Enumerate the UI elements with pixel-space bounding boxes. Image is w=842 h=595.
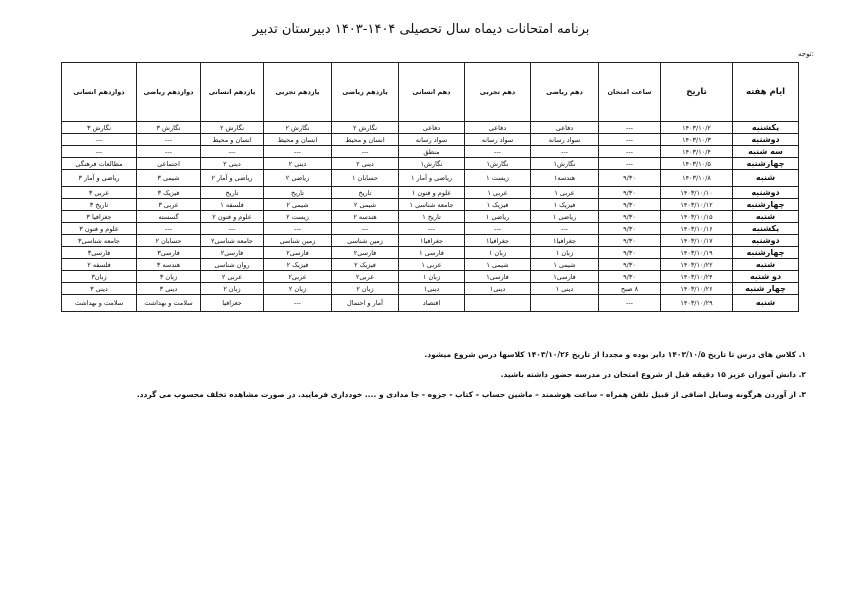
cell-time: ۹/۳۰ xyxy=(599,259,661,271)
cell-date: ۱۴۰۳/۱۰/۲۴ xyxy=(661,271,733,283)
cell-grade11-science: دینی ۲ xyxy=(264,158,332,170)
cell-grade11-science: زیست ۲ xyxy=(264,211,332,223)
cell-grade10-humanities: زبان ۱ xyxy=(399,271,465,283)
table-header-row xyxy=(62,63,799,122)
cell-grade12-humanities: نگارش ۳ xyxy=(62,122,137,134)
cell-grade12-humanities: --- xyxy=(62,146,137,158)
table-row xyxy=(62,271,799,283)
cell-grade11-science: عربی۲ xyxy=(264,271,332,283)
table-row xyxy=(62,259,799,271)
cell-date: ۱۴۰۳/۱۰/۱۰ xyxy=(661,187,733,199)
cell-time: ۸ صبح xyxy=(599,283,661,295)
table-row xyxy=(62,122,799,134)
cell-grade11-humanities: زبان ۲ xyxy=(201,283,264,295)
cell-time: --- xyxy=(599,134,661,146)
table-row xyxy=(62,295,799,312)
cell-grade10-science: نگارش۱ xyxy=(465,158,531,170)
cell-grade12-humanities: علوم و فنون ۳ xyxy=(62,223,137,235)
header-grade12-math: دوازدهم ریاضی xyxy=(137,63,201,122)
cell-time: --- xyxy=(599,146,661,158)
table-row xyxy=(62,146,799,158)
cell-grade11-humanities: روان شناسی xyxy=(201,259,264,271)
cell-grade10-science: فیزیک ۱ xyxy=(465,199,531,211)
cell-grade12-humanities: فارسی۳ xyxy=(62,247,137,259)
cell-date: ۱۴۰۳/۱۰/۱۹ xyxy=(661,247,733,259)
cell-time: --- xyxy=(599,158,661,170)
cell-weekday: دوشنبه xyxy=(733,134,799,146)
table-row xyxy=(62,235,799,247)
cell-grade12-math: فارسی۳ xyxy=(137,247,201,259)
cell-grade10-math: فارسی۱ xyxy=(531,271,599,283)
cell-grade12-humanities: فلسفه ۲ xyxy=(62,259,137,271)
cell-grade10-science: فارسی۱ xyxy=(465,271,531,283)
cell-grade11-math: انسان و محیط xyxy=(332,134,399,146)
cell-weekday: یکشنبه xyxy=(733,223,799,235)
cell-grade12-math: حسابان ۲ xyxy=(137,235,201,247)
cell-weekday: چهار شنبه xyxy=(733,283,799,295)
cell-grade12-math: --- xyxy=(137,146,201,158)
cell-grade10-humanities: جامعه شناسی ۱ xyxy=(399,199,465,211)
note-item: ۱. کلاس های درس تا تاریخ ۱۴۰۳/۱۰/۵ دایر بوده و مجددا از تاریخ ۱۴۰۳/۱۰/۲۶ کلاسها درس شروع میشود. xyxy=(424,350,806,359)
table-row xyxy=(62,283,799,295)
cell-grade11-science: تاریخ xyxy=(264,187,332,199)
cell-date: ۱۴۰۳/۱۰/۳ xyxy=(661,134,733,146)
cell-grade10-humanities: دینی۱ xyxy=(399,283,465,295)
cell-grade10-humanities: --- xyxy=(399,223,465,235)
cell-grade10-science: سواد رسانه xyxy=(465,134,531,146)
cell-grade10-science: زیست ۱ xyxy=(465,170,531,187)
cell-grade12-math: --- xyxy=(137,223,201,235)
cell-time: ۹/۳۰ xyxy=(599,223,661,235)
cell-grade11-humanities: ریاضی و آمار ۲ xyxy=(201,170,264,187)
cell-grade10-humanities: علوم و فنون ۱ xyxy=(399,187,465,199)
cell-grade10-math: --- xyxy=(531,146,599,158)
header-weekday: ایام هفته xyxy=(733,63,799,122)
cell-grade11-science: ریاضی ۲ xyxy=(264,170,332,187)
table-row xyxy=(62,170,799,187)
cell-weekday: شنبه xyxy=(733,211,799,223)
cell-grade12-humanities: جغرافیا ۳ xyxy=(62,211,137,223)
note-item: ۲. دانش آموزان عزیز ۱۵ دقیقه قبل از شروع امتحان در مدرسه حضور داشته باشید. xyxy=(500,370,806,379)
notes-section xyxy=(26,350,806,410)
cell-grade10-math: جغرافیا۱ xyxy=(531,235,599,247)
cell-date: ۱۴۰۳/۱۰/۲۲ xyxy=(661,259,733,271)
cell-grade11-humanities: تاریخ xyxy=(201,187,264,199)
cell-grade12-humanities: سلامت و بهداشت xyxy=(62,295,137,312)
cell-weekday: دوشنبه xyxy=(733,235,799,247)
cell-grade10-math: هندسه۱ xyxy=(531,170,599,187)
cell-grade12-humanities: ریاضی و آمار ۳ xyxy=(62,170,137,187)
cell-date: ۱۴۰۳/۱۰/۲۶ xyxy=(661,283,733,295)
cell-grade11-math: --- xyxy=(332,146,399,158)
cell-grade10-math xyxy=(531,295,599,312)
cell-grade11-math: تاریخ xyxy=(332,187,399,199)
cell-grade11-humanities: علوم و فنون ۲ xyxy=(201,211,264,223)
cell-grade12-humanities: مطالعات فرهنگی xyxy=(62,158,137,170)
table-row xyxy=(62,158,799,170)
cell-grade12-humanities: --- xyxy=(62,134,137,146)
table-row xyxy=(62,211,799,223)
cell-grade10-science: شیمی ۱ xyxy=(465,259,531,271)
cell-grade11-humanities: انسان و محیط xyxy=(201,134,264,146)
cell-time: ۹/۳۰ xyxy=(599,199,661,211)
cell-weekday: شنبه xyxy=(733,295,799,312)
cell-date: ۱۴۰۳/۱۰/۴ xyxy=(661,146,733,158)
cell-grade10-humanities: منطق xyxy=(399,146,465,158)
cell-weekday: دوشنبه xyxy=(733,187,799,199)
cell-grade11-humanities: عربی ۲ xyxy=(201,271,264,283)
cell-grade10-science: عربی ۱ xyxy=(465,187,531,199)
cell-time: ۹/۳۰ xyxy=(599,247,661,259)
cell-grade11-science: انسان و محیط xyxy=(264,134,332,146)
cell-time: ۹/۳۰ xyxy=(599,170,661,187)
header-grade11-humanities: یازدهم انسانی xyxy=(201,63,264,122)
cell-grade11-math: دینی ۲ xyxy=(332,158,399,170)
cell-grade10-math: ریاضی ۱ xyxy=(531,211,599,223)
table-row xyxy=(62,199,799,211)
header-time: ساعت امتحان xyxy=(599,63,661,122)
header-grade11-science: یازدهم تجربی xyxy=(264,63,332,122)
cell-date: ۱۴۰۳/۱۰/۱۲ xyxy=(661,199,733,211)
cell-grade11-math: فارسی۲ xyxy=(332,247,399,259)
cell-grade10-math: --- xyxy=(531,223,599,235)
cell-grade12-math: فیزیک ۳ xyxy=(137,187,201,199)
header-grade10-humanities: دهم انسانی xyxy=(399,63,465,122)
cell-grade10-science xyxy=(465,295,531,312)
cell-grade10-math: دفاعی xyxy=(531,122,599,134)
cell-grade11-science: --- xyxy=(264,223,332,235)
cell-grade11-science: فارسی۲ xyxy=(264,247,332,259)
note-item: ۳. از آوردن هرگونه وسایل اضافی از قبیل تلفن همراه – ساعت هوشمند – ماشین حساب – کتاب - جزوه - جا مدادی و .... خودداری فرمایید. در صورت مشاهده تخلف محسوب می گردد. xyxy=(136,390,806,399)
cell-time: --- xyxy=(599,122,661,134)
cell-grade11-humanities: دینی ۲ xyxy=(201,158,264,170)
cell-date: ۱۴۰۳/۱۰/۲ xyxy=(661,122,733,134)
cell-grade10-science: دینی۱ xyxy=(465,283,531,295)
cell-time: --- xyxy=(599,295,661,312)
cell-grade11-humanities: جغرافیا xyxy=(201,295,264,312)
header-grade12-humanities: دوازدهم انسانی xyxy=(62,63,137,122)
cell-date: ۱۴۰۳/۱۰/۵ xyxy=(661,158,733,170)
cell-grade11-humanities: فارسی۲ xyxy=(201,247,264,259)
table-row xyxy=(62,223,799,235)
cell-grade10-humanities: اقتصاد xyxy=(399,295,465,312)
cell-grade11-humanities: جامعه شناسی۲ xyxy=(201,235,264,247)
note-label: توجه: xyxy=(797,50,814,58)
cell-grade10-science: --- xyxy=(465,223,531,235)
cell-grade10-humanities: نگارش۱ xyxy=(399,158,465,170)
cell-date: ۱۴۰۳/۱۰/۱۷ xyxy=(661,235,733,247)
cell-grade11-math: حسابان ۱ xyxy=(332,170,399,187)
cell-grade11-science: نگارش ۲ xyxy=(264,122,332,134)
cell-weekday: سه شنبه xyxy=(733,146,799,158)
header-date: تاریخ xyxy=(661,63,733,122)
cell-weekday: دو شنبه xyxy=(733,271,799,283)
cell-grade10-humanities: فارسی ۱ xyxy=(399,247,465,259)
table-row xyxy=(62,134,799,146)
cell-date: ۱۴۰۳/۱۰/۸ xyxy=(661,170,733,187)
cell-grade11-math: آمار و احتمال xyxy=(332,295,399,312)
cell-grade10-humanities: دفاعی xyxy=(399,122,465,134)
cell-time: ۹/۳۰ xyxy=(599,271,661,283)
cell-weekday: چهارشنبه xyxy=(733,247,799,259)
cell-grade10-math: سواد رسانه xyxy=(531,134,599,146)
table-row xyxy=(62,247,799,259)
cell-grade11-science: زمین شناسی xyxy=(264,235,332,247)
cell-grade11-science: --- xyxy=(264,295,332,312)
cell-grade12-math: هندسه ۳ xyxy=(137,259,201,271)
cell-time: ۹/۳۰ xyxy=(599,187,661,199)
cell-grade10-math: شیمی ۱ xyxy=(531,259,599,271)
cell-date: ۱۴۰۳/۱۰/۲۹ xyxy=(661,295,733,312)
cell-grade12-math: زبان ۳ xyxy=(137,271,201,283)
cell-grade10-science: دفاعی xyxy=(465,122,531,134)
header-grade10-math: دهم ریاضی xyxy=(531,63,599,122)
cell-grade12-humanities: جامعه شناسی۳ xyxy=(62,235,137,247)
cell-grade12-math: دینی ۳ xyxy=(137,283,201,295)
cell-grade12-humanities: دینی ۳ xyxy=(62,283,137,295)
cell-grade11-math: زمین شناسی xyxy=(332,235,399,247)
cell-grade11-math: عربی۲ xyxy=(332,271,399,283)
cell-grade12-humanities: عربی ۳ xyxy=(62,187,137,199)
cell-grade11-math: شیمی ۲ xyxy=(332,199,399,211)
cell-grade12-humanities: زبان۳ xyxy=(62,271,137,283)
cell-grade11-humanities: فلسفه ۱ xyxy=(201,199,264,211)
cell-time: ۹/۳۰ xyxy=(599,211,661,223)
cell-grade11-math: زبان ۲ xyxy=(332,283,399,295)
cell-grade10-math: نگارش۱ xyxy=(531,158,599,170)
cell-time: ۹/۳۰ xyxy=(599,235,661,247)
cell-date: ۱۴۰۳/۱۰/۱۵ xyxy=(661,211,733,223)
cell-grade12-math: اجتماعی xyxy=(137,158,201,170)
cell-weekday: شنبه xyxy=(733,170,799,187)
cell-grade10-math: عربی ۱ xyxy=(531,187,599,199)
cell-grade11-science: زبان ۲ xyxy=(264,283,332,295)
cell-grade10-science: ریاضی ۱ xyxy=(465,211,531,223)
cell-grade10-math: فیزیک ۱ xyxy=(531,199,599,211)
cell-grade11-science: فیزیک ۲ xyxy=(264,259,332,271)
page-title: برنامه امتحانات دیماه سال تحصیلی ۱۴۰۴-۱۴۰۳ دبیرستان تدبیر xyxy=(252,22,590,37)
cell-grade10-humanities: ریاضی و آمار ۱ xyxy=(399,170,465,187)
exam-schedule-table xyxy=(61,62,799,312)
cell-grade10-humanities: جغرافیا۱ xyxy=(399,235,465,247)
cell-weekday: شنبه xyxy=(733,259,799,271)
cell-grade12-math: سلامت و بهداشت xyxy=(137,295,201,312)
cell-grade10-science: --- xyxy=(465,146,531,158)
cell-grade11-humanities: نگارش ۲ xyxy=(201,122,264,134)
cell-grade11-math: فیزیک ۲ xyxy=(332,259,399,271)
cell-grade11-math: نگارش ۲ xyxy=(332,122,399,134)
table-row xyxy=(62,187,799,199)
cell-grade10-math: دینی ۱ xyxy=(531,283,599,295)
cell-grade10-science: جغرافیا۱ xyxy=(465,235,531,247)
cell-grade11-science: --- xyxy=(264,146,332,158)
header-grade11-math: یازدهم ریاضی xyxy=(332,63,399,122)
cell-grade11-math: --- xyxy=(332,223,399,235)
cell-grade10-humanities: سواد رسانه xyxy=(399,134,465,146)
cell-grade12-math: عربی ۳ xyxy=(137,199,201,211)
cell-grade10-humanities: تاریخ ۱ xyxy=(399,211,465,223)
cell-date: ۱۴۰۳/۱۰/۱۶ xyxy=(661,223,733,235)
cell-grade12-math: گسسته xyxy=(137,211,201,223)
cell-grade11-humanities: --- xyxy=(201,146,264,158)
cell-grade11-math: هندسه ۲ xyxy=(332,211,399,223)
cell-grade12-math: نگارش ۳ xyxy=(137,122,201,134)
cell-grade10-science: زبان ۱ xyxy=(465,247,531,259)
cell-weekday: یکشنبه xyxy=(733,122,799,134)
cell-grade10-humanities: عربی ۱ xyxy=(399,259,465,271)
cell-weekday: چهارشنبه xyxy=(733,158,799,170)
cell-grade10-math: زبان ۱ xyxy=(531,247,599,259)
cell-weekday: چهارشنبه xyxy=(733,199,799,211)
cell-grade12-math: --- xyxy=(137,134,201,146)
cell-grade11-humanities: --- xyxy=(201,223,264,235)
cell-grade12-humanities: تاریخ ۳ xyxy=(62,199,137,211)
header-grade10-science: دهم تجربی xyxy=(465,63,531,122)
cell-grade11-science: شیمی ۲ xyxy=(264,199,332,211)
cell-grade12-math: شیمی ۳ xyxy=(137,170,201,187)
